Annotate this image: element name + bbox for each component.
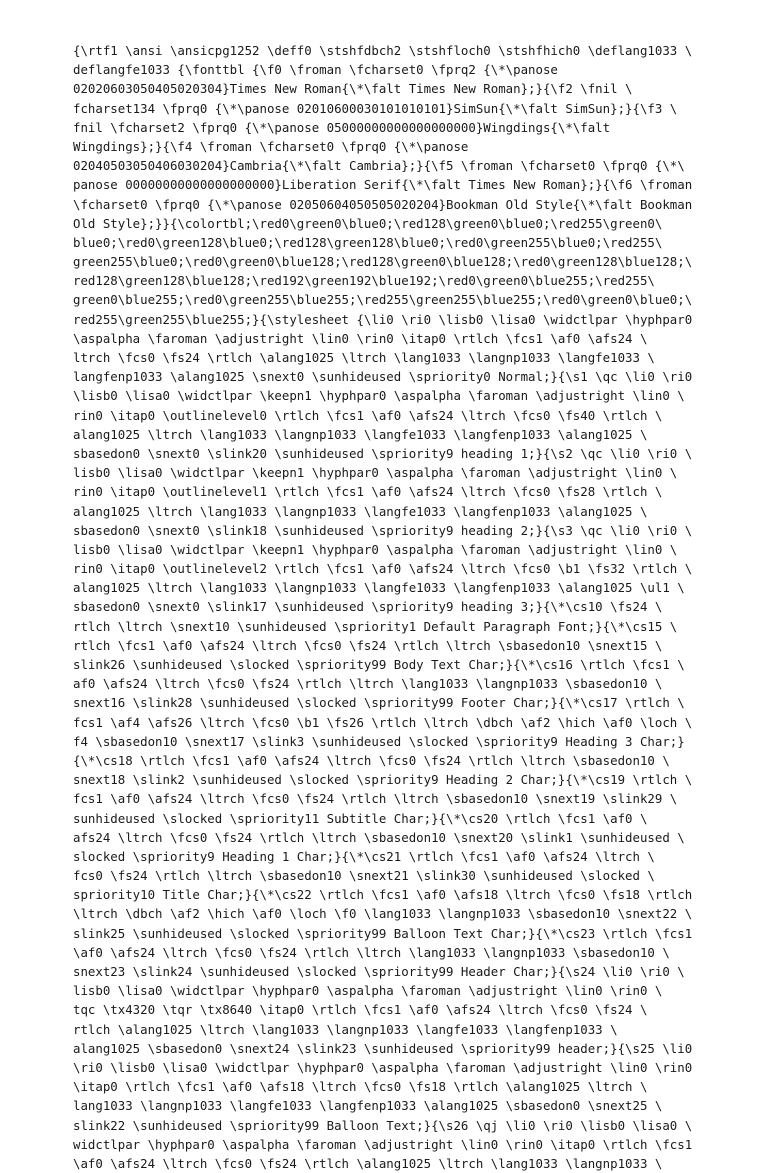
document-text-line: rtlch \fcs1 \af0 \afs24 \ltrch \fcs0 \fs24 \rtlch \ltrch \sbasedon10 \snext15 \: [73, 637, 663, 653]
document-text-line: \lisb0 \lisa0 \widctlpar \keepn1 \hyphpar0 \aspalpha \faroman \adjustright \lin0 \: [73, 388, 685, 404]
document-text-line: widctlpar \hyphpar0 \aspalpha \faroman \adjustright \lin0 \rin0 \itap0 \rtlch \fcs1: [73, 1136, 693, 1152]
document-text-line: rtlch \alang1025 \ltrch \lang1033 \langnp1033 \langfe1033 \langfenp1033 \: [73, 1021, 618, 1037]
document-text-line: {\*\cs18 \rtlch \fcs1 \af0 \afs24 \ltrch \fcs0 \fs24 \rtlch \ltrch \sbasedon10 \: [73, 752, 670, 768]
document-text-line: snext18 \slink2 \sunhideused \slocked \spriority9 Heading 2 Char;}{\*\cs19 \rtlch \: [73, 772, 693, 788]
document-text-line: panose 00000000000000000000}Liberation Serif{\*\falt Times New Roman};}{\f6 \froman: [73, 177, 693, 193]
document-text-line: langfenp1033 \alang1025 \snext0 \sunhideused \spriority0 Normal;}{\s1 \qc \li0 \ri0: [73, 369, 693, 385]
document-text-line: slocked \spriority9 Heading 1 Char;}{\*\cs21 \rtlch \fcs1 \af0 \afs24 \ltrch \: [73, 848, 655, 864]
document-text-line: afs24 \ltrch \fcs0 \fs24 \rtlch \ltrch \sbasedon10 \snext20 \slink1 \sunhideused \: [73, 829, 685, 845]
document-text-line: af0 \afs24 \ltrch \fcs0 \fs24 \rtlch \ltrch \lang1033 \langnp1033 \sbasedon10 \: [73, 676, 663, 692]
document-text-line: rtlch \ltrch \snext10 \sunhideused \spriority1 Default Paragraph Font;}{\*\cs15 \: [73, 618, 678, 634]
document-text-line: fcharset134 \fprq0 {\*\panose 02010600030101010101}SimSun{\*\falt SimSun};}{\f3 \: [73, 100, 678, 116]
document-text-line: Wingdings};}{\f4 \froman \fcharset0 \fprq0 {\*\panose: [73, 138, 469, 154]
document-text-line: green255\blue0;\red0\green0\blue128;\red128\green0\blue128;\red0\green128\blue128;\: [73, 254, 693, 270]
document-text-line: lisb0 \lisa0 \widctlpar \keepn1 \hyphpar0 \aspalpha \faroman \adjustright \lin0 \: [73, 465, 678, 481]
document-text-line: 02040503050406030204}Cambria{\*\falt Cambria};}{\f5 \froman \fcharset0 \fprq0 {\*\: [73, 158, 685, 174]
document-text-line: \af0 \afs24 \ltrch \fcs0 \fs24 \rtlch \alang1025 \ltrch \lang1033 \langnp1033 \: [73, 1155, 663, 1171]
document-text-line: spriority10 Title Char;}{\*\cs22 \rtlch \fcs1 \af0 \afs18 \ltrch \fcs0 \fs18 \rtlch: [73, 887, 693, 903]
document-text-line: \af0 \afs24 \ltrch \fcs0 \fs24 \rtlch \ltrch \lang1033 \langnp1033 \sbasedon10 \: [73, 944, 670, 960]
document-text-line: green0\blue255;\red0\green255\blue255;\red255\green255\blue255;\red0\green0\blue0;\: [73, 292, 693, 308]
document-text-line: lisb0 \lisa0 \widctlpar \keepn1 \hyphpar0 \aspalpha \faroman \adjustright \lin0 \: [73, 541, 678, 557]
document-text-line: \ri0 \lisb0 \lisa0 \widctlpar \hyphpar0 \aspalpha \faroman \adjustright \lin0 \rin0: [73, 1059, 693, 1075]
document-text-line: \fcharset0 \fprq0 {\*\panose 02050604050505020204}Bookman Old Style{\*\falt Bookman: [73, 196, 693, 212]
document-text-line: slink22 \sunhideused \spriority99 Balloon Text;}{\s26 \qj \li0 \ri0 \lisb0 \lisa0 \: [73, 1117, 693, 1133]
document-text-line: fcs0 \fs24 \rtlch \ltrch \sbasedon10 \snext21 \slink30 \sunhideused \slocked \: [73, 868, 655, 884]
document-text-line: snext23 \slink24 \sunhideused \slocked \spriority99 Header Char;}{\s24 \li0 \ri0 \: [73, 964, 685, 979]
document-text-line: fcs1 \af4 \afs26 \ltrch \fcs0 \b1 \fs26 \rtlch \ltrch \dbch \af2 \hich \af0 \loch \: [73, 714, 693, 730]
document-text-line: alang1025 \sbasedon0 \snext24 \slink23 \sunhideused \spriority99 header;}{\s25 \li0: [73, 1040, 693, 1056]
document-text-line: f4 \sbasedon10 \snext17 \slink3 \sunhideused \slocked \spriority9 Heading 3 Char;}: [73, 733, 685, 749]
document-text-line: lisb0 \lisa0 \widctlpar \hyphpar0 \aspalpha \faroman \adjustright \lin0 \rin0 \: [73, 983, 663, 999]
document-text-line: \ltrch \dbch \af2 \hich \af0 \loch \f0 \lang1033 \langnp1033 \sbasedon10 \snext22 \: [73, 906, 693, 922]
document-text-line: \itap0 \rtlch \fcs1 \af0 \afs18 \ltrch \fcs0 \fs18 \rtlch \alang1025 \ltrch \: [73, 1079, 648, 1095]
document-text-line: sbasedon0 \snext0 \slink17 \sunhideused \spriority9 heading 3;}{\*\cs10 \fs24 \: [73, 599, 663, 615]
document-text-line: snext16 \slink28 \sunhideused \slocked \spriority99 Footer Char;}{\*\cs17 \rtlch \: [73, 695, 685, 711]
document-text-line: ltrch \fcs0 \fs24 \rtlch \alang1025 \ltrch \lang1033 \langnp1033 \langfe1033 \: [73, 350, 655, 365]
document-text-line: alang1025 \ltrch \lang1033 \langnp1033 \langfe1033 \langfenp1033 \alang1025 \: [73, 426, 648, 442]
document-text-line: lang1033 \langnp1033 \langfe1033 \langfenp1033 \alang1025 \sbasedon0 \snext25 \: [73, 1098, 663, 1114]
document-text-line: slink26 \sunhideused \slocked \spriority99 Body Text Char;}{\*\cs16 \rtlch \fcs1 \: [73, 657, 685, 672]
document-text-line: alang1025 \ltrch \lang1033 \langnp1033 \langfe1033 \langfenp1033 \alang1025 \: [73, 503, 648, 519]
document-text-line: 02020603050405020304}Times New Roman{\*\falt Times New Roman};}{\f2 \fnil \: [73, 81, 633, 97]
rtf-source-text: [73, 41, 733, 1173]
document-text-line: sbasedon0 \snext0 \slink20 \sunhideused \spriority9 heading 1;}{\s2 \qc \li0 \ri0 \: [73, 445, 693, 461]
document-text-line: Old Style};}}{\colortbl;\red0\green0\blue0;\red128\green0\blue0;\red255\green0\: [73, 215, 663, 231]
document-text-line: {\rtf1 \ansi \ansicpg1252 \deff0 \stshfdbch2 \stshfloch0 \stshfhich0 \deflang1033 \: [73, 43, 693, 58]
document-text-line: sunhideused \slocked \spriority11 Subtitle Char;}{\*\cs20 \rtlch \fcs1 \af0 \: [73, 810, 648, 826]
document-text-line: fcs1 \af0 \afs24 \ltrch \fcs0 \fs24 \rtlch \ltrch \sbasedon10 \snext19 \slink29 \: [73, 791, 678, 807]
document-text-line: deflangfe1033 {\fonttbl {\f0 \froman \fcharset0 \fprq2 {\*\panose: [73, 62, 558, 78]
document-text-line: rin0 \itap0 \outlinelevel2 \rtlch \fcs1 \af0 \afs24 \ltrch \fcs0 \b1 \fs32 \rtlch \: [73, 561, 693, 577]
document-text-line: \aspalpha \faroman \adjustright \lin0 \rin0 \itap0 \rtlch \fcs1 \af0 \afs24 \: [73, 330, 648, 346]
document-text-line: slink25 \sunhideused \slocked \spriority99 Balloon Text Char;}{\*\cs23 \rtlch \fcs1: [73, 925, 693, 941]
document-text-line: red255\green255\blue255;}{\stylesheet {\li0 \ri0 \lisb0 \lisa0 \widctlpar \hyphpar0: [73, 311, 693, 327]
document-text-line: red128\green128\blue128;\red192\green192\blue192;\red0\green0\blue255;\red255\: [73, 273, 655, 289]
document-text-line: sbasedon0 \snext0 \slink18 \sunhideused \spriority9 heading 2;}{\s3 \qc \li0 \ri0 \: [73, 522, 693, 538]
document-text-line: alang1025 \ltrch \lang1033 \langnp1033 \langfe1033 \langfenp1033 \alang1025 \ul1 \: [73, 580, 685, 596]
document-text-line: rin0 \itap0 \outlinelevel0 \rtlch \fcs1 \af0 \afs24 \ltrch \fcs0 \fs40 \rtlch \: [73, 407, 663, 423]
document-text-line: tqc \tx4320 \tqr \tx8640 \itap0 \rtlch \fcs1 \af0 \afs24 \ltrch \fcs0 \fs24 \: [73, 1002, 648, 1018]
document-text-line: rin0 \itap0 \outlinelevel1 \rtlch \fcs1 \af0 \afs24 \ltrch \fcs0 \fs28 \rtlch \: [73, 484, 663, 500]
document-text-line: fnil \fcharset2 \fprq0 {\*\panose 05000000000000000000}Wingdings{\*\falt: [73, 119, 611, 135]
document-text-line: blue0;\red0\green128\blue0;\red128\green128\blue0;\red0\green255\blue0;\red255\: [73, 234, 663, 250]
